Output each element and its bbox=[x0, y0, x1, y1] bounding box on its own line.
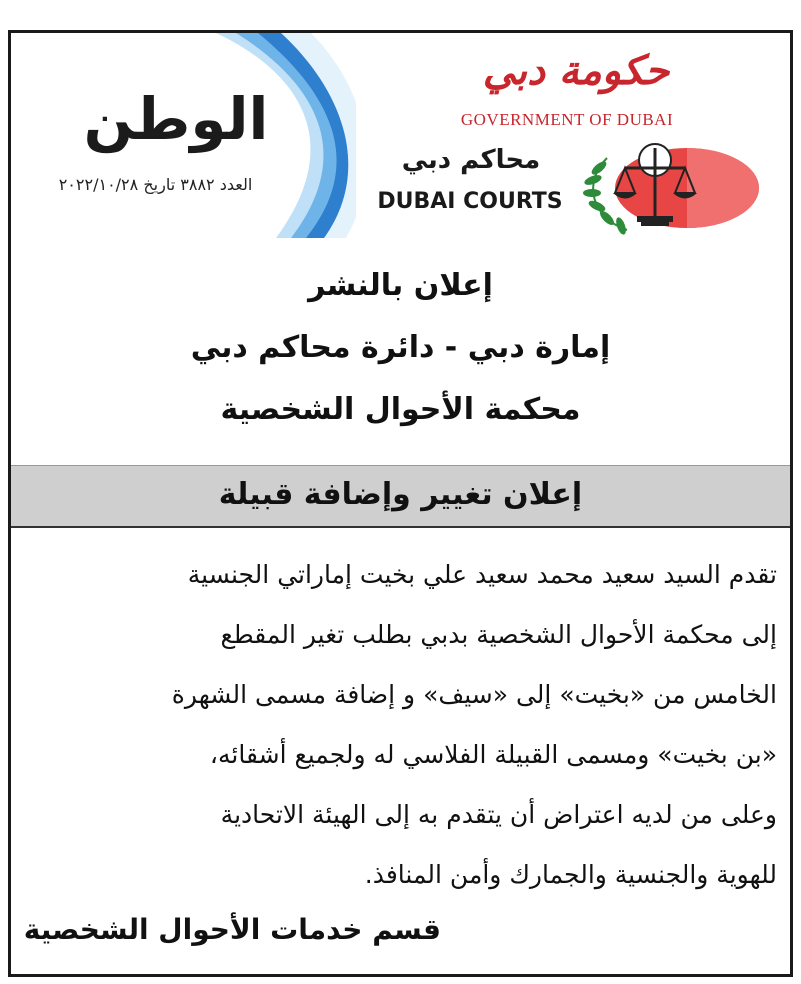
announcement-frame bbox=[8, 30, 793, 977]
body-line: للهوية والجنسية والجمارك وأمن المنافذ. bbox=[364, 860, 777, 889]
announcement-body bbox=[25, 545, 777, 905]
title-publication-notice: إعلان بالنشر bbox=[308, 268, 493, 303]
government-name-arabic: حكومة دبي bbox=[482, 47, 670, 94]
courts-name-arabic: محاكم دبي bbox=[401, 145, 541, 175]
signature-department: قسم خدمات الأحوال الشخصية bbox=[23, 913, 441, 946]
body-line: إلى محكمة الأحوال الشخصية بدبي بطلب تغير المقطع bbox=[220, 620, 777, 649]
body-line: تقدم السيد سعيد محمد سعيد علي بخيت إماراتي الجنسية bbox=[187, 560, 777, 589]
courts-name-english: DUBAI COURTS bbox=[377, 189, 563, 214]
body-line: الخامس من «بخيت» إلى «سيف» و إضافة مسمى الشهرة bbox=[171, 680, 777, 709]
title-court: محكمة الأحوال الشخصية bbox=[220, 392, 581, 427]
announcement-titles bbox=[11, 255, 790, 441]
issue-line: العدد ٣٨٨٢ تاريخ ٢٠٢٢/١٠/٢٨ bbox=[58, 175, 253, 194]
newspaper-name: الوطن bbox=[83, 85, 269, 153]
government-name-english: GOVERNMENT OF DUBAI bbox=[460, 110, 674, 129]
body-line: «بن بخيت» ومسمى القبيلة الفلاسي له ولجميع أشقائه، bbox=[209, 740, 777, 769]
header bbox=[11, 33, 790, 238]
announcement-banner: إعلان تغيير وإضافة قبيلة bbox=[11, 465, 790, 528]
scales-of-justice-icon bbox=[577, 138, 762, 238]
body-line: وعلى من لديه اعتراض أن يتقدم به إلى الهيئة الاتحادية bbox=[220, 800, 777, 829]
title-emirate-department: إمارة دبي - دائرة محاكم دبي bbox=[190, 330, 611, 365]
